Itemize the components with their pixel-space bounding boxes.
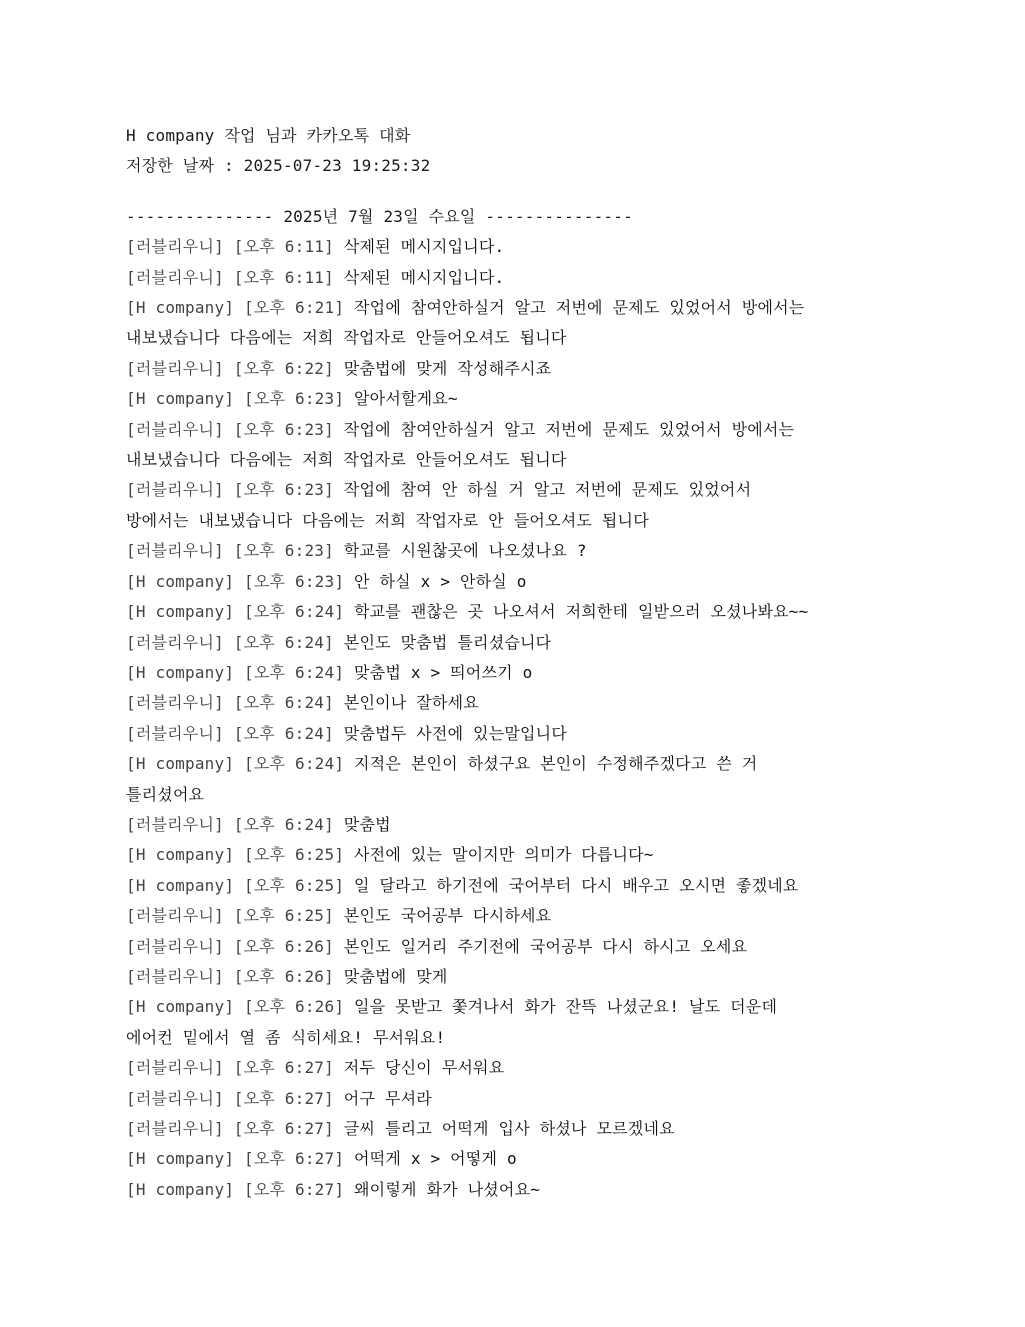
message-time: [오후 6:25] xyxy=(244,845,345,865)
message-time: [오후 6:24] xyxy=(233,632,334,652)
saved-date: 저장한 날짜 : 2025-07-23 19:25:32 xyxy=(126,156,431,176)
message-sender: [러블리우니] xyxy=(126,906,224,926)
chat-message xyxy=(126,384,916,414)
chat-message xyxy=(126,658,916,688)
message-time: [오후 6:23] xyxy=(244,389,345,409)
message-time: [오후 6:27] xyxy=(244,1149,345,1169)
message-text: 삭제된 메시지입니다. xyxy=(343,267,505,287)
message-text: 본인도 국어공부 다시하세요 xyxy=(343,906,552,926)
message-text: 맞춤법에 맞게 xyxy=(343,966,448,986)
message-time: [오후 6:26] xyxy=(244,997,345,1017)
message-time: [오후 6:27] xyxy=(244,1179,345,1199)
message-sender: [H company] xyxy=(126,662,235,682)
message-text: 학교를 시원찮곳에 나오셨나요 ? xyxy=(343,541,587,561)
message-sender: [H company] xyxy=(126,389,235,409)
message-sender: [H company] xyxy=(126,754,235,774)
chat-message xyxy=(126,263,916,293)
message-time: [오후 6:23] xyxy=(244,571,345,591)
message-text-continuation: 방에서는 내보냈습니다 다음에는 저희 작업자로 안 들어오셔도 됩니다 xyxy=(126,510,649,530)
message-sender: [러블리우니] xyxy=(126,814,224,834)
chat-message xyxy=(126,992,916,1022)
message-time: [오후 6:27] xyxy=(233,1119,334,1138)
chat-message xyxy=(126,871,916,901)
message-sender: [러블리우니] xyxy=(126,723,224,743)
chat-message xyxy=(126,901,916,931)
message-sender: [H company] xyxy=(126,602,235,622)
message-text-continuation: 내보냈습니다 다음에는 저희 작업자로 안들어오셔도 됩니다 xyxy=(126,450,567,470)
message-text-continuation: 틀리셨어요 xyxy=(126,784,205,804)
chat-message xyxy=(126,628,916,658)
message-time: [오후 6:27] xyxy=(233,1088,334,1108)
message-sender: [H company] xyxy=(126,997,235,1017)
message-sender: [H company] xyxy=(126,298,235,318)
message-text: 본인도 일거리 주기전에 국어공부 다시 하시고 오세요 xyxy=(343,936,748,956)
chat-message xyxy=(126,1144,916,1174)
message-text: 맞춤법 xyxy=(343,814,391,834)
message-sender: [러블리우니] xyxy=(126,1088,224,1108)
message-sender: [H company] xyxy=(126,845,235,865)
message-sender: [러블리우니] xyxy=(126,541,224,561)
chat-message xyxy=(126,293,916,323)
message-time: [오후 6:27] xyxy=(233,1058,334,1078)
message-sender: [러블리우니] xyxy=(126,936,224,956)
message-sender: [러블리우니] xyxy=(126,267,224,287)
message-time: [오후 6:11] xyxy=(233,237,334,257)
message-sender: [러블리우니] xyxy=(126,358,224,378)
chat-message xyxy=(126,536,916,566)
message-time: [오후 6:24] xyxy=(244,602,345,622)
message-time: [오후 6:22] xyxy=(233,358,334,378)
message-text: 맞춤법에 맞게 작성해주시죠 xyxy=(343,358,552,378)
message-text: 어구 무셔라 xyxy=(343,1088,432,1108)
message-sender: [러블리우니] xyxy=(126,237,224,257)
message-text: 학교를 괜찮은 곳 나오셔서 저희한테 일받으러 오셨나봐요~~ xyxy=(354,602,809,622)
chat-message xyxy=(126,232,916,262)
message-sender: [러블리우니] xyxy=(126,966,224,986)
message-time: [오후 6:25] xyxy=(233,906,334,926)
message-sender: [러블리우니] xyxy=(126,632,224,652)
message-text: 일을 못받고 쫓겨나서 화가 잔뜩 나셨군요! 날도 더운데 xyxy=(354,997,778,1017)
chat-message xyxy=(126,962,916,992)
message-text: 왜이렇게 화가 나셨어요~ xyxy=(354,1179,541,1199)
message-text: 어떡게 x > 어떻게 o xyxy=(354,1149,517,1169)
chat-message xyxy=(126,840,916,870)
message-sender: [러블리우니] xyxy=(126,1058,224,1078)
chat-message xyxy=(126,1175,916,1205)
message-text: 알아서할게요~ xyxy=(354,389,458,409)
message-time: [오후 6:21] xyxy=(244,298,345,318)
message-text: 맞춤법 x > 띄어쓰기 o xyxy=(354,662,533,682)
message-time: [오후 6:24] xyxy=(233,693,334,713)
message-text: 지적은 본인이 하셨구요 본인이 수정해주겠다고 쓴 거 xyxy=(354,754,758,774)
date-divider: --------------- 2025년 7월 23일 수요일 --------------- xyxy=(126,206,633,226)
message-text-continuation: 에어컨 밑에서 열 좀 식히세요! 무서워요! xyxy=(126,1027,446,1047)
chat-message xyxy=(126,749,916,779)
message-text: 작업에 참여 안 하실 거 알고 저번에 문제도 있었어서 xyxy=(343,480,752,500)
chat-message xyxy=(126,597,916,627)
message-time: [오후 6:24] xyxy=(233,814,334,834)
message-time: [오후 6:25] xyxy=(244,875,345,895)
message-sender: [H company] xyxy=(126,1149,235,1169)
message-time: [오후 6:23] xyxy=(233,480,334,500)
message-text: 맞춤법두 사전에 있는말입니다 xyxy=(343,723,567,743)
message-text: 일 달라고 하기전에 국어부터 다시 배우고 오시면 좋겠네요 xyxy=(354,875,799,895)
message-text: 본인도 맞춤법 틀리셨습니다 xyxy=(343,632,552,652)
chat-message xyxy=(126,1114,916,1144)
chat-message xyxy=(126,415,916,445)
chat-message xyxy=(126,1084,916,1114)
message-list xyxy=(126,232,916,1205)
message-time: [오후 6:24] xyxy=(244,754,345,774)
message-time: [오후 6:24] xyxy=(233,723,334,743)
chat-message xyxy=(126,932,916,962)
message-sender: [러블리우니] xyxy=(126,1119,224,1138)
message-sender: [러블리우니] xyxy=(126,480,224,500)
message-text: 사전에 있는 말이지만 의미가 다릅니다~ xyxy=(354,845,654,865)
chat-message xyxy=(126,719,916,749)
message-sender: [러블리우니] xyxy=(126,419,224,439)
chat-message xyxy=(126,567,916,597)
message-text: 삭제된 메시지입니다. xyxy=(343,237,505,257)
chat-message xyxy=(126,475,916,505)
message-text-continuation: 내보냈습니다 다음에는 저희 작업자로 안들어오셔도 됩니다 xyxy=(126,328,567,348)
message-time: [오후 6:11] xyxy=(233,267,334,287)
message-time: [오후 6:23] xyxy=(233,419,334,439)
message-time: [오후 6:23] xyxy=(233,541,334,561)
chat-message xyxy=(126,688,916,718)
message-sender: [H company] xyxy=(126,571,235,591)
message-text: 본인이나 잘하세요 xyxy=(343,693,479,713)
message-time: [오후 6:24] xyxy=(244,662,345,682)
header-spacer xyxy=(126,182,916,202)
message-time: [오후 6:26] xyxy=(233,936,334,956)
document-title: H company 작업 님과 카카오톡 대화 xyxy=(126,126,411,145)
message-text: 저두 당신이 무서워요 xyxy=(343,1058,505,1078)
message-text: 안 하실 x > 안하실 o xyxy=(354,571,527,591)
chat-message xyxy=(126,354,916,384)
chat-message xyxy=(126,810,916,840)
message-text: 작업에 참여안하실거 알고 저번에 문제도 있었어서 방에서는 xyxy=(343,419,795,439)
message-time: [오후 6:26] xyxy=(233,966,334,986)
chat-message xyxy=(126,1053,916,1083)
message-sender: [러블리우니] xyxy=(126,693,224,713)
chat-export-document xyxy=(126,121,916,1205)
message-text: 글씨 틀리고 어떡게 입사 하셨나 모르겠네요 xyxy=(343,1119,675,1138)
message-text: 작업에 참여안하실거 알고 저번에 문제도 있었어서 방에서는 xyxy=(354,298,805,318)
message-sender: [H company] xyxy=(126,875,235,895)
message-sender: [H company] xyxy=(126,1179,235,1199)
